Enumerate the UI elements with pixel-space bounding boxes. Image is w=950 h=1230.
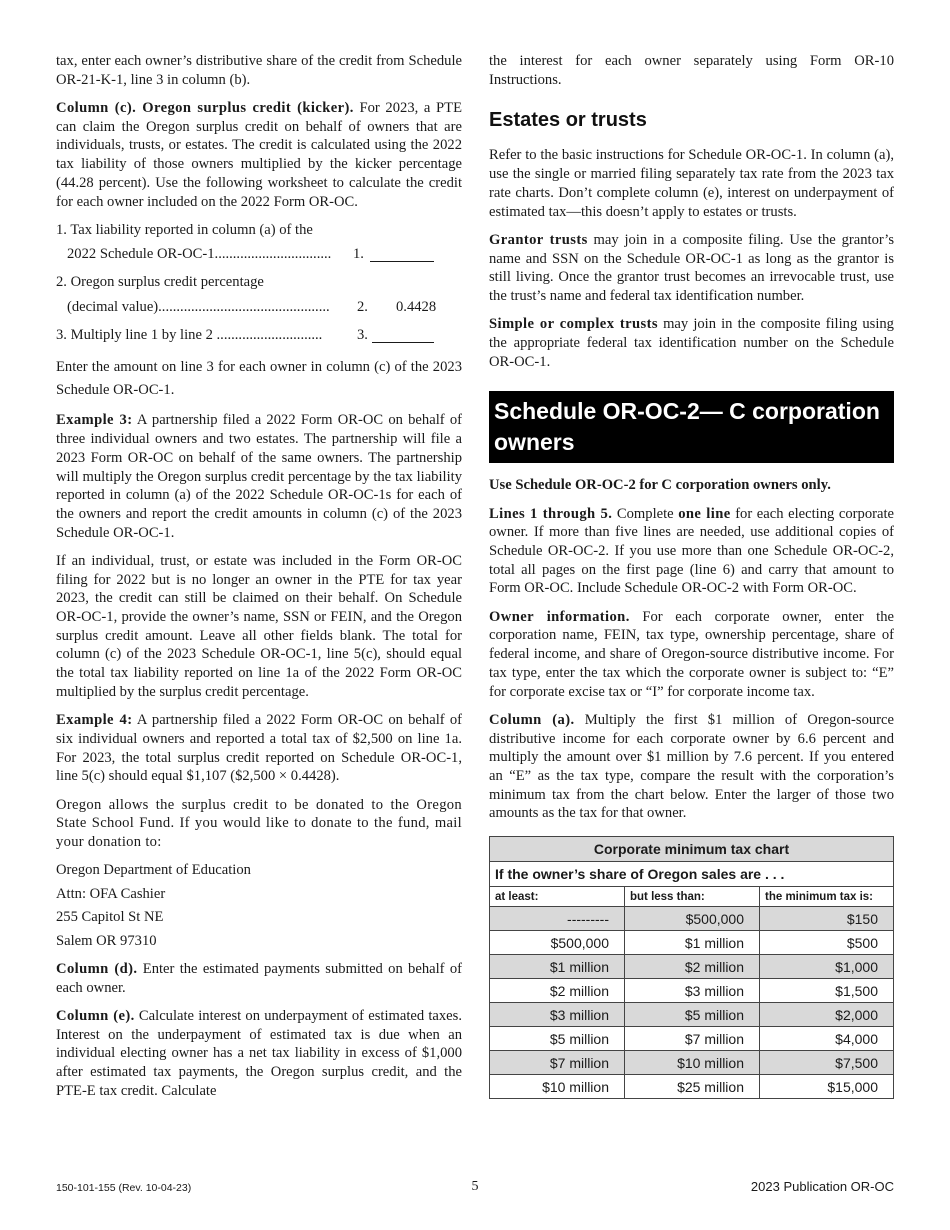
table-cell: $7 million [625, 1027, 760, 1051]
worksheet-line-number: 2. [357, 298, 368, 315]
address-line: 255 Capitol St NE [56, 909, 164, 926]
table-row [490, 931, 894, 955]
paragraph: Refer to the basic instructions for Schedule OR-OC-1. In column (a), use the single or married filing separately tax rate from the 2023 tax rate charts. Don’t complete column (e), interest on underpayment of estimated tax—this doesn’t apply to estates or trusts. [489, 147, 894, 220]
paragraph-lead: Owner information. [489, 608, 630, 625]
table-cell: $10 million [490, 1075, 625, 1099]
worksheet-answer-blank[interactable] [370, 247, 434, 262]
paragraph-lead: Column (a). [489, 711, 575, 728]
paragraph-bold: Use Schedule OR-OC-2 for C corporation owners only. [489, 477, 831, 494]
table-row [490, 955, 894, 979]
left-column [56, 52, 462, 1110]
paragraph-lead: Grantor trusts [489, 231, 588, 248]
worksheet-answer-blank[interactable] [372, 328, 434, 343]
paragraph [56, 411, 462, 542]
table-cell: $2 million [625, 955, 760, 979]
table-row [490, 1003, 894, 1027]
table-row [490, 1075, 894, 1099]
worksheet-line-2b [56, 298, 462, 326]
paragraph: Oregon allows the surplus credit to be donated to the Oregon State School Fund. If you would like to donate to the fund, mail your donation to: [56, 796, 462, 850]
worksheet-line-1a [56, 221, 462, 246]
worksheet-text: 2. Oregon surplus credit percentage [56, 274, 264, 291]
paragraph-body: for each electing corporate owner. If more than five lines are needed, use additional copies of Schedule OR-OC-2. If you use more than one Schedule OR-OC-2, total all pages on the first page (line 6) and carry that amount to Form OR-OC. Include Schedule OR-OC-2 with Form OR-OC. [489, 505, 894, 597]
footer-form-id: 150-101-155 (Rev. 10-04-23) [56, 1182, 192, 1194]
column-header: the minimum tax is: [760, 887, 894, 907]
column-header: but less than: [625, 887, 760, 907]
worksheet-text: 2022 Schedule OR-OC-1................................ [67, 246, 332, 263]
paragraph [489, 505, 894, 599]
paragraph [489, 231, 894, 306]
section-heading-estates: Estates or trusts [489, 109, 647, 132]
table-cell: $7 million [490, 1051, 625, 1075]
paragraph [56, 1007, 462, 1101]
worksheet-text: 1. Tax liability reported in column (a) of the [56, 221, 313, 238]
table-cell: $5 million [490, 1027, 625, 1051]
address-line: Salem OR 97310 [56, 932, 157, 949]
table-cell: $3 million [490, 1003, 625, 1027]
paragraph-lead: Example 4: [56, 712, 133, 729]
paragraph-lead: Lines 1 through 5. [489, 505, 613, 522]
paragraph-lead: Column (e). [56, 1008, 135, 1025]
table-cell: $7,500 [760, 1051, 894, 1075]
paragraph-bold: one line [678, 505, 731, 522]
paragraph-lead: Column (d). [56, 961, 138, 978]
worksheet-line-3 [56, 326, 462, 356]
table-cell: $1 million [490, 955, 625, 979]
table-row [490, 1027, 894, 1051]
worksheet-text: 3. Multiply line 1 by line 2 ............................. [56, 326, 323, 343]
worksheet-line-number: 1. [353, 246, 364, 263]
table-cell: $2,000 [760, 1003, 894, 1027]
table-row [490, 907, 894, 931]
footer-publication: 2023 Publication OR-OC [750, 1179, 894, 1194]
table-cell: $25 million [625, 1075, 760, 1099]
worksheet-text: (decimal value)............................................... [67, 298, 330, 315]
paragraph [489, 711, 894, 823]
table-cell: $500,000 [490, 931, 625, 955]
table-row [490, 979, 894, 1003]
paragraph [56, 711, 462, 786]
paragraph [489, 608, 894, 702]
paragraph-body: Calculate interest on underpayment of estimated taxes. Interest on the underpayment of estimated tax is due when an individual electing owner has a net tax liability in excess of $1,000 after estimated tax payments, the Oregon surplus credit, and the PTE-E tax credit. Calculate [56, 1008, 462, 1099]
paragraph [489, 315, 894, 371]
paragraph: Enter the amount on line 3 for each owner in column (c) of the 2023 Schedule OR-OC-1. [56, 358, 462, 398]
section-banner-or-oc-2: Schedule OR-OC-2— C corporation owners [489, 391, 894, 463]
paragraph-body: Multiply the first $1 million of Oregon-source distributive income for each corporate owner by 6.6 percent and multiply the amount over $1 million by 7.6 percent. If you entered an “E” as the tax type, compare the result with the corporation’s minimum tax from the chart below. Enter the larger of those two amounts as the tax for that owner. [489, 711, 894, 822]
kicker-worksheet [56, 221, 462, 356]
worksheet-line-1b [56, 245, 462, 273]
column-header: at least: [490, 887, 625, 907]
right-column [489, 52, 894, 1099]
paragraph-body: For 2023, a PTE can claim the Oregon surplus credit on behalf of owners that are individuals, trusts, or estates. The credit is calculated using the 2022 tax liability of those owners multiplied by the kicker percentage (44.28 percent). Use the following worksheet to calculate the credit for each owner included on the 2022 Form OR-OC. [56, 100, 462, 210]
corporate-minimum-tax-table [489, 836, 894, 1099]
table-cell: $5 million [625, 1003, 760, 1027]
table-cell: $150 [760, 907, 894, 931]
paragraph-body: Complete [612, 505, 679, 522]
table-cell: $2 million [490, 979, 625, 1003]
paragraph-lead: Simple or complex trusts [489, 316, 658, 333]
paragraph: the interest for each owner separately using Form OR-10 Instructions. [489, 53, 894, 88]
table-cell: $500 [760, 931, 894, 955]
table-cell: $4,000 [760, 1027, 894, 1051]
table-subtitle: If the owner’s share of Oregon sales are . . . [490, 862, 894, 887]
paragraph-body: may join in the composite filing using the appropriate federal tax identification number on the Schedule OR-OC-1. [489, 316, 894, 370]
table-cell: $500,000 [625, 907, 760, 931]
paragraph [56, 99, 462, 211]
table-cell: $1 million [625, 931, 760, 955]
paragraph-body: A partnership filed a 2022 Form OR-OC on behalf of six individual owners and reported a total tax of $2,500 on line 1a. For 2023, the total surplus credit reported on Schedule OR-OC-1, line 5(c) should equal $1,107 ($2,500 × 0.4428). [56, 712, 462, 785]
paragraph: tax, enter each owner’s distributive share of the credit from Schedule OR-21-K-1, line 3 in column (b). [56, 53, 462, 88]
table-cell: $10 million [625, 1051, 760, 1075]
table-title: Corporate minimum tax chart [490, 837, 894, 862]
paragraph [489, 476, 894, 495]
paragraph-body: For each corporate owner, enter the corporation name, FEIN, tax type, ownership percentage, share of federal income, and share of Oregon-source distributive income. For tax type, enter the tax which the corporate owner is subject to: “E” for corporate excise tax or “I” for corporate income tax. [489, 608, 895, 700]
table-row [490, 1051, 894, 1075]
table-cell: $1,500 [760, 979, 894, 1003]
table-cell: --------- [490, 907, 625, 931]
address-line: Oregon Department of Education [56, 862, 251, 879]
paragraph-body: A partnership filed a 2022 Form OR-OC on behalf of three individual owners and two estates. The partnership will file a 2023 Form OR-OC on behalf of the same owners. The partnership will multiply the Oregon surplus credit percentage by the tax liability reported in column (a) of the 2022 Schedule OR-OC-1s for each of the owners and report the credit amounts in column (c) of the 2023 Schedule OR-OC-1. [56, 412, 462, 541]
paragraph-body: Enter the estimated payments submitted on behalf of each owner. [56, 961, 462, 996]
worksheet-line-number: 3. [357, 326, 368, 343]
paragraph [56, 960, 462, 997]
table-cell: $15,000 [760, 1075, 894, 1099]
address-line: Attn: OFA Cashier [56, 885, 166, 902]
paragraph-body: may join in a composite filing. Use the grantor’s name and SSN on the Schedule OR-OC-1 as long as the grantor is still living. Once the grantor trust becomes an irrevocable trust, use the trust’s name and federal tax identification number. [489, 231, 894, 304]
paragraph-lead: Column (c). Oregon surplus credit (kicker). [56, 100, 354, 116]
paragraph-lead: Example 3: [56, 412, 133, 429]
table-cell: $3 million [625, 979, 760, 1003]
paragraph: If an individual, trust, or estate was included in the Form OR-OC filing for 2022 but is no longer an owner in the PTE for tax year 2023, the credit can still be claimed on their behalf. On Schedule OR-OC-1, provide the owner’s name, SSN or FEIN, and the Oregon surplus credit amount. Leave all other fields blank. The total for column (c) of the 2023 Schedule OR-OC-1, line 5(c), should equal the total tax liability reported on line 1a of the 2022 Form OR-OC multiplied by the surplus credit percentage. [56, 552, 462, 700]
table-cell: $1,000 [760, 955, 894, 979]
worksheet-line-2a [56, 273, 462, 298]
footer-page-number: 5 [471, 1179, 479, 1194]
worksheet-value: 0.4428 [396, 298, 437, 315]
